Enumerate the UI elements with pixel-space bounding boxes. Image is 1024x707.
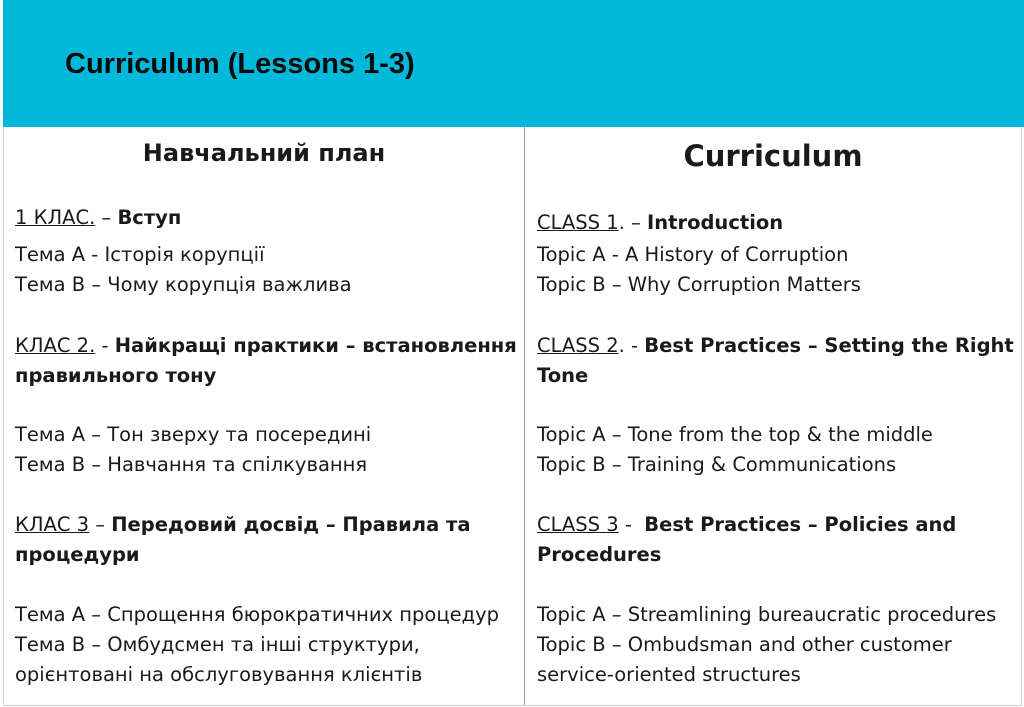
class-1-label: 1 КЛАС. [15, 206, 96, 229]
class-2-title-line-1: Найкращі практики – встановлення [114, 334, 517, 357]
english-heading: Curriculum [683, 139, 863, 173]
class-3-topic-b-line-2: service-oriented structures [537, 663, 801, 686]
class-1-title: Introduction [647, 211, 784, 234]
class-2-topic-b: Topic B – Training & Communications [537, 453, 897, 476]
class-2-title-line-1: Best Practices – Setting the Right [644, 334, 1014, 357]
class-2-separator: . - [618, 334, 645, 357]
class-3-topic-b-line-1: Тема B – Омбудсмен та інші структури, [15, 633, 420, 656]
header-banner [3, 0, 1024, 127]
class-1-topic-a: Topic A - A History of Corruption [537, 243, 849, 266]
class-1-topic-b: Тема B – Чому корупція важлива [15, 273, 352, 296]
slide-title: Curriculum (Lessons 1-3) [65, 48, 415, 80]
table-border-right [1021, 127, 1022, 705]
class-3-topic-b-line-1: Topic B – Ombudsman and other customer [537, 633, 952, 656]
class-2-topic-b: Тема B – Навчання та спілкування [15, 453, 368, 476]
english-column [525, 127, 1021, 705]
class-3-heading [537, 510, 956, 540]
class-3-title-line-1: Best Practices – Policies and [644, 513, 957, 536]
class-1-title: Вступ [117, 206, 182, 229]
class-3-topic-a: Тема А – Спрощення бюрократичних процедур [15, 603, 500, 626]
class-3-topic-b-line-2: орієнтовані на обслуговування клієнтів [15, 663, 423, 686]
class-3-separator: - [618, 513, 645, 536]
class-1-separator: . – [618, 211, 647, 234]
table-border-bottom [3, 705, 1022, 706]
class-1-label: CLASS 1 [537, 211, 619, 234]
class-2-title-line-2: Tone [537, 364, 589, 387]
class-3-heading [15, 510, 471, 540]
class-2-separator: - [95, 334, 115, 357]
class-3-label: CLASS 3 [537, 513, 619, 536]
class-1-topic-b: Topic B – Why Corruption Matters [537, 273, 861, 296]
class-3-title-line-2: процедури [15, 543, 140, 566]
class-3-title-line-1: Передовий досвід – Правила та [111, 513, 471, 536]
class-3-topic-a: Topic A – Streamlining bureaucratic procedures [537, 603, 997, 626]
ukrainian-column [4, 127, 524, 705]
class-3-separator: – [89, 513, 112, 536]
class-2-title-line-2: правильного тону [15, 364, 217, 387]
class-3-label: КЛАС 3 [15, 513, 90, 536]
class-2-label: КЛАС 2. [15, 334, 96, 357]
class-1-heading [15, 203, 181, 233]
class-1-separator: – [95, 206, 118, 229]
class-2-topic-a: Тема А – Тон зверху та посередині [15, 423, 372, 446]
ukrainian-heading: Навчальний план [142, 139, 386, 167]
class-1-heading [537, 208, 783, 238]
class-1-topic-a: Тема А - Історія корупції [15, 243, 265, 266]
class-2-label: CLASS 2 [537, 334, 619, 357]
class-2-heading [15, 331, 517, 361]
class-2-topic-a: Topic A – Tone from the top & the middle [537, 423, 933, 446]
class-2-heading [537, 331, 1014, 361]
class-3-title-line-2: Procedures [537, 543, 662, 566]
